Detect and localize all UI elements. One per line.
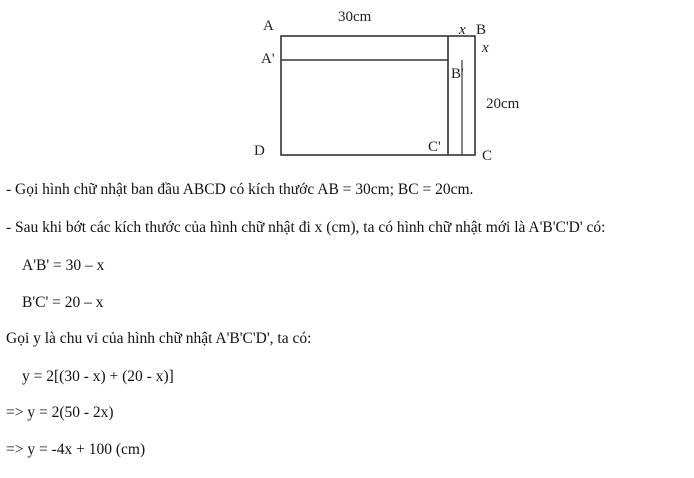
rectangle-abcd [281,36,475,155]
label-c: C [482,148,493,164]
label-top-length: 30cm [338,9,372,25]
text-line-8: => y = -4x + 100 (cm) [6,441,146,458]
text-line-4: B'C' = 20 – x [22,294,104,311]
text-line-5: Gọi y là chu vi của hình chữ nhật A'B'C'D', ta có: [6,330,312,347]
text-line-7: => y = 2(50 - 2x) [6,404,114,421]
text-line-3: A'B' = 30 – x [22,257,105,274]
label-b-prime: B' [451,66,464,82]
rectangle-diagram [0,0,694,175]
label-a-prime: A' [261,51,275,67]
label-b: B [476,22,487,38]
text-line-2: - Sau khi bớt các kích thước của hình chữ nhật đi x (cm), ta có hình chữ nhật mới là A'B'C'D' có: [6,219,606,236]
label-c-prime: C' [428,139,441,155]
label-d: D [254,143,265,159]
label-a: A [263,18,274,34]
label-x-side: x [482,40,489,56]
label-x-top: x [459,22,466,38]
label-side-length: 20cm [486,96,520,112]
text-line-6: y = 2[(30 - x) + (20 - x)] [22,368,174,385]
text-line-1: - Gọi hình chữ nhật ban đầu ABCD có kích thước AB = 30cm; BC = 20cm. [6,181,474,198]
